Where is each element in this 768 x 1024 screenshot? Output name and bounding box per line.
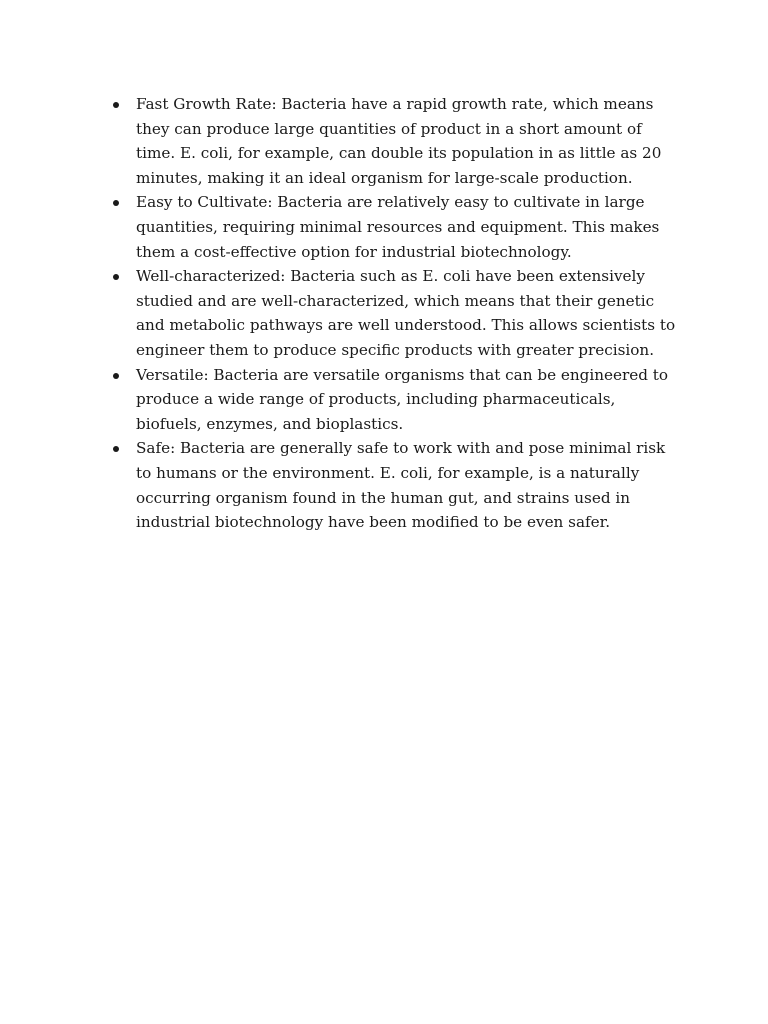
list-item-text: Easy to Cultivate: Bacteria are relatively easy to cultivate in large quantities, requiring minimal resources and equipment. This makes them a cost-effective option for industrial biotechnology. — [136, 193, 660, 261]
bullet-icon — [113, 200, 119, 206]
bullet-list — [110, 92, 680, 535]
list-item — [110, 190, 680, 264]
list-item-text: Well-characterized: Bacteria such as E. coli have been extensively studied and are well-characterized, which means that their genetic and metabolic pathways are well understood. This allows scientists to engineer them to produce specific products with greater precision. — [136, 267, 676, 359]
list-item — [110, 264, 680, 362]
list-item-text: Fast Growth Rate: Bacteria have a rapid growth rate, which means they can produce large quantities of product in a short amount of time. E. coli, for example, can double its population in as little as 20 minutes, making it an ideal organism for large-scale production. — [136, 95, 662, 187]
list-item-text: Safe: Bacteria are generally safe to work with and pose minimal risk to humans or the environment. E. coli, for example, is a naturally occurring organism found in the human gut, and strains used in industrial biotechnology have been modified to be even safer. — [136, 439, 666, 532]
bullet-icon — [113, 373, 119, 379]
bullet-icon — [113, 446, 119, 452]
list-item — [110, 363, 680, 437]
bullet-icon — [113, 274, 119, 280]
bullet-icon — [113, 102, 119, 108]
list-item — [110, 436, 680, 534]
list-item-text: Versatile: Bacteria are versatile organisms that can be engineered to produce a wide range of products, including pharmaceuticals, biofuels, enzymes, and bioplastics. — [136, 365, 669, 433]
list-item — [110, 92, 680, 190]
